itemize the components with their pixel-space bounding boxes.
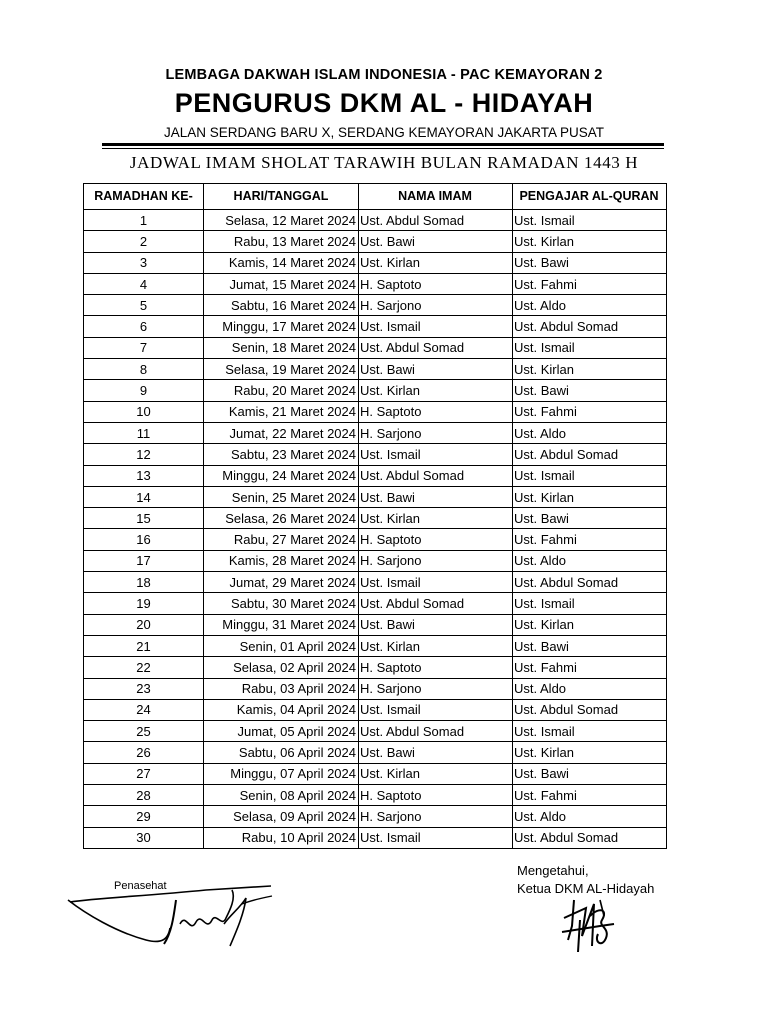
cell-date: Kamis, 04 April 2024 [204,699,359,720]
acknowledged-label: Mengetahui, [517,863,589,878]
cell-ramadhan-number: 7 [84,337,204,358]
cell-date: Rabu, 03 April 2024 [204,678,359,699]
chair-label: Ketua DKM AL-Hidayah [517,881,655,896]
table-row [84,763,667,784]
table-row [84,572,667,593]
cell-imam: Ust. Abdul Somad [359,337,513,358]
cell-ramadhan-number: 8 [84,359,204,380]
cell-ramadhan-number: 1 [84,210,204,231]
cell-ramadhan-number: 20 [84,614,204,635]
cell-imam: H. Saptoto [359,401,513,422]
cell-imam: Ust. Abdul Somad [359,721,513,742]
table-row [84,699,667,720]
cell-imam: Ust. Bawi [359,359,513,380]
cell-teacher: Ust. Ismail [513,721,667,742]
table-row [84,721,667,742]
cell-teacher: Ust. Fahmi [513,529,667,550]
cell-date: Senin, 18 Maret 2024 [204,337,359,358]
cell-date: Kamis, 21 Maret 2024 [204,401,359,422]
organization-name: LEMBAGA DAKWAH ISLAM INDONESIA - PAC KEMAYORAN 2 [165,67,603,83]
cell-teacher: Ust. Ismail [513,210,667,231]
cell-imam: Ust. Bawi [359,486,513,507]
cell-imam: Ust. Ismail [359,316,513,337]
cell-imam: Ust. Bawi [359,742,513,763]
cell-ramadhan-number: 24 [84,699,204,720]
column-header-imam: NAMA IMAM [359,184,513,210]
cell-imam: Ust. Ismail [359,827,513,848]
cell-teacher: Ust. Bawi [513,763,667,784]
cell-teacher: Ust. Aldo [513,550,667,571]
cell-date: Sabtu, 30 Maret 2024 [204,593,359,614]
cell-teacher: Ust. Aldo [513,422,667,443]
cell-teacher: Ust. Bawi [513,508,667,529]
cell-date: Minggu, 24 Maret 2024 [204,465,359,486]
cell-ramadhan-number: 15 [84,508,204,529]
cell-teacher: Ust. Bawi [513,380,667,401]
cell-ramadhan-number: 18 [84,572,204,593]
cell-teacher: Ust. Kirlan [513,359,667,380]
cell-date: Sabtu, 06 April 2024 [204,742,359,763]
cell-date: Rabu, 27 Maret 2024 [204,529,359,550]
cell-teacher: Ust. Bawi [513,252,667,273]
advisor-label: Penasehat [114,880,167,892]
cell-teacher: Ust. Kirlan [513,742,667,763]
table-row [84,359,667,380]
cell-ramadhan-number: 17 [84,550,204,571]
table-row [84,635,667,656]
table-row [84,785,667,806]
cell-imam: Ust. Abdul Somad [359,593,513,614]
cell-imam: H. Saptoto [359,529,513,550]
table-row [84,678,667,699]
table-row [84,614,667,635]
cell-ramadhan-number: 14 [84,486,204,507]
cell-date: Selasa, 26 Maret 2024 [204,508,359,529]
cell-date: Kamis, 28 Maret 2024 [204,550,359,571]
cell-imam: H. Saptoto [359,273,513,294]
cell-date: Selasa, 09 April 2024 [204,806,359,827]
address: JALAN SERDANG BARU X, SERDANG KEMAYORAN JAKARTA PUSAT [163,125,605,140]
cell-teacher: Ust. Kirlan [513,614,667,635]
cell-teacher: Ust. Abdul Somad [513,316,667,337]
cell-imam: Ust. Bawi [359,231,513,252]
cell-teacher: Ust. Bawi [513,635,667,656]
cell-teacher: Ust. Fahmi [513,273,667,294]
table-row [84,742,667,763]
cell-date: Sabtu, 23 Maret 2024 [204,444,359,465]
cell-imam: H. Sarjono [359,550,513,571]
cell-ramadhan-number: 25 [84,721,204,742]
table-row [84,337,667,358]
cell-teacher: Ust. Abdul Somad [513,699,667,720]
cell-imam: Ust. Ismail [359,699,513,720]
table-row [84,422,667,443]
cell-ramadhan-number: 6 [84,316,204,337]
cell-date: Jumat, 15 Maret 2024 [204,273,359,294]
table-row [84,508,667,529]
cell-ramadhan-number: 12 [84,444,204,465]
cell-date: Senin, 25 Maret 2024 [204,486,359,507]
cell-date: Selasa, 12 Maret 2024 [204,210,359,231]
cell-ramadhan-number: 22 [84,657,204,678]
cell-imam: Ust. Kirlan [359,380,513,401]
table-row [84,316,667,337]
cell-date: Minggu, 17 Maret 2024 [204,316,359,337]
cell-imam: Ust. Kirlan [359,635,513,656]
table-row [84,380,667,401]
cell-teacher: Ust. Ismail [513,593,667,614]
cell-imam: Ust. Kirlan [359,508,513,529]
cell-date: Selasa, 19 Maret 2024 [204,359,359,380]
cell-teacher: Ust. Aldo [513,806,667,827]
acknowledgement-block [517,862,654,898]
table-row [84,231,667,252]
table-row [84,295,667,316]
column-header-ramadhan: RAMADHAN KE- [84,184,204,210]
cell-imam: H. Sarjono [359,295,513,316]
cell-imam: Ust. Kirlan [359,763,513,784]
table-row [84,657,667,678]
cell-date: Senin, 01 April 2024 [204,635,359,656]
table-header-row [84,184,667,210]
cell-ramadhan-number: 16 [84,529,204,550]
cell-ramadhan-number: 29 [84,806,204,827]
table-row [84,401,667,422]
cell-ramadhan-number: 19 [84,593,204,614]
cell-ramadhan-number: 10 [84,401,204,422]
table-row [84,210,667,231]
cell-date: Jumat, 05 April 2024 [204,721,359,742]
cell-ramadhan-number: 2 [84,231,204,252]
cell-ramadhan-number: 26 [84,742,204,763]
cell-teacher: Ust. Ismail [513,465,667,486]
header-rule-thin [102,148,664,149]
cell-date: Selasa, 02 April 2024 [204,657,359,678]
cell-date: Kamis, 14 Maret 2024 [204,252,359,273]
page-title: PENGURUS DKM AL - HIDAYAH [174,88,594,118]
cell-ramadhan-number: 27 [84,763,204,784]
cell-imam: H. Sarjono [359,806,513,827]
cell-imam: H. Saptoto [359,785,513,806]
table-row [84,486,667,507]
chair-signature [560,896,620,954]
advisor-signature [66,884,281,952]
cell-date: Jumat, 22 Maret 2024 [204,422,359,443]
cell-date: Rabu, 10 April 2024 [204,827,359,848]
cell-teacher: Ust. Fahmi [513,785,667,806]
cell-imam: Ust. Abdul Somad [359,210,513,231]
cell-teacher: Ust. Aldo [513,295,667,316]
column-header-date: HARI/TANGGAL [204,184,359,210]
cell-teacher: Ust. Abdul Somad [513,572,667,593]
table-row [84,252,667,273]
cell-teacher: Ust. Kirlan [513,486,667,507]
table-row [84,806,667,827]
cell-date: Minggu, 31 Maret 2024 [204,614,359,635]
table-row [84,444,667,465]
cell-date: Rabu, 20 Maret 2024 [204,380,359,401]
cell-ramadhan-number: 9 [84,380,204,401]
cell-date: Rabu, 13 Maret 2024 [204,231,359,252]
cell-imam: Ust. Bawi [359,614,513,635]
schedule-subtitle: JADWAL IMAM SHOLAT TARAWIH BULAN RAMADAN 1443 H [129,153,639,172]
cell-teacher: Ust. Aldo [513,678,667,699]
cell-teacher: Ust. Ismail [513,337,667,358]
cell-ramadhan-number: 11 [84,422,204,443]
column-header-teacher: PENGAJAR AL-QURAN [513,184,667,210]
table-row [84,550,667,571]
table-row [84,465,667,486]
cell-ramadhan-number: 21 [84,635,204,656]
cell-ramadhan-number: 23 [84,678,204,699]
cell-ramadhan-number: 13 [84,465,204,486]
table-row [84,593,667,614]
cell-date: Senin, 08 April 2024 [204,785,359,806]
cell-ramadhan-number: 3 [84,252,204,273]
cell-teacher: Ust. Kirlan [513,231,667,252]
cell-date: Minggu, 07 April 2024 [204,763,359,784]
cell-ramadhan-number: 28 [84,785,204,806]
cell-teacher: Ust. Abdul Somad [513,827,667,848]
table-row [84,273,667,294]
table-row [84,827,667,848]
cell-teacher: Ust. Fahmi [513,657,667,678]
cell-imam: H. Sarjono [359,422,513,443]
header-rule-thick [102,143,664,146]
cell-date: Jumat, 29 Maret 2024 [204,572,359,593]
cell-imam: Ust. Abdul Somad [359,465,513,486]
cell-imam: Ust. Ismail [359,444,513,465]
table-row [84,529,667,550]
cell-imam: Ust. Ismail [359,572,513,593]
cell-ramadhan-number: 4 [84,273,204,294]
cell-imam: H. Sarjono [359,678,513,699]
cell-teacher: Ust. Fahmi [513,401,667,422]
cell-ramadhan-number: 5 [84,295,204,316]
cell-teacher: Ust. Abdul Somad [513,444,667,465]
schedule-table [83,183,667,849]
cell-imam: Ust. Kirlan [359,252,513,273]
cell-imam: H. Saptoto [359,657,513,678]
cell-date: Sabtu, 16 Maret 2024 [204,295,359,316]
cell-ramadhan-number: 30 [84,827,204,848]
